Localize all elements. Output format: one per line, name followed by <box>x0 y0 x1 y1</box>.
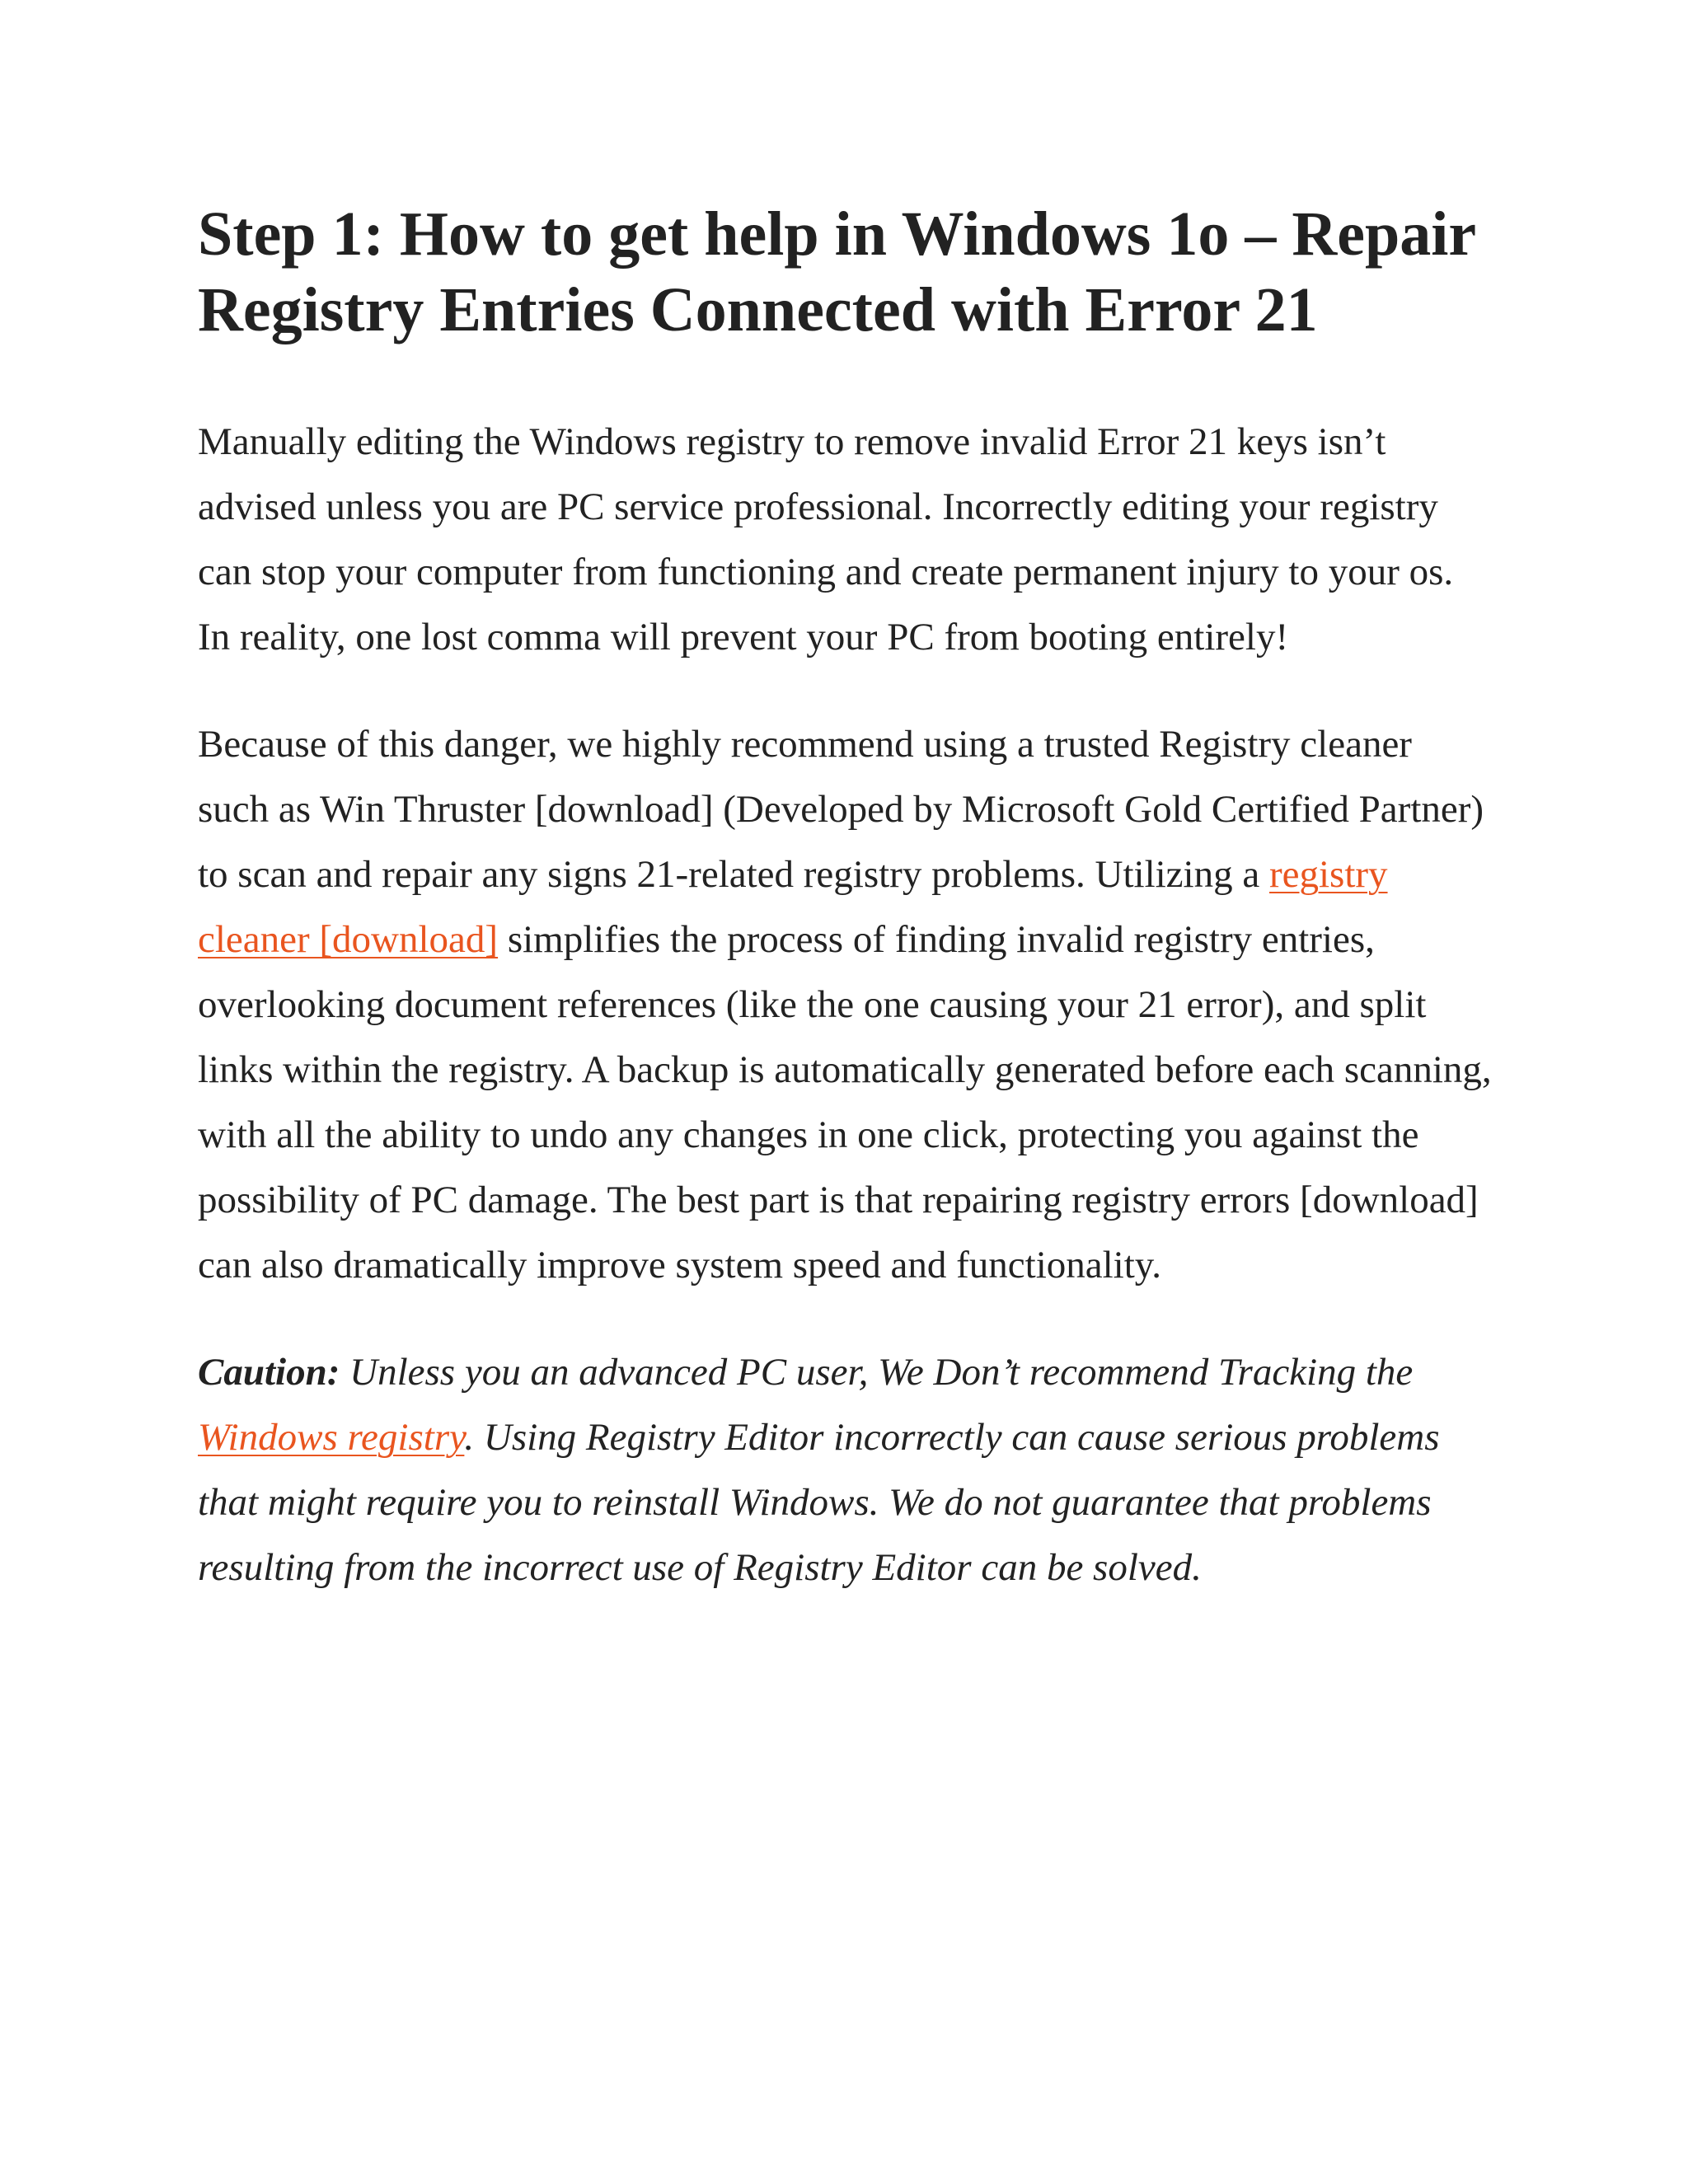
paragraph-registry-cleaner-text-after: simplifies the process of finding invalid registry entries, overlooking document references (like the one causing your 21 error), and split links within the registry. A backup is automatically generated before each scanning, with all the ability to undo any changes in one click, protecting you against the possibility of PC damage. The best part is that repairing registry errors [download] can also dramatically improve system speed and functionality. <box>198 918 1492 1286</box>
paragraph-registry-warning <box>198 410 1492 670</box>
paragraph-registry-warning-text: Manually editing the Windows registry to remove invalid Error 21 keys isn’t advised unless you are PC service professional. Incorrectly editing your registry can stop your computer from functioning and create permanent injury to your os. In reality, one lost comma will prevent your PC from booting entirely! <box>198 420 1454 658</box>
article-content <box>198 196 1492 1643</box>
registry-cleaner-download-link[interactable]: registry cleaner [download] <box>198 853 1388 961</box>
windows-registry-link[interactable]: Windows registry <box>198 1416 465 1459</box>
caution-text-before: Unless you an advanced PC user, We Don’t recommend Tracking the <box>340 1351 1414 1394</box>
caution-paragraph <box>198 1340 1492 1601</box>
page-title: Step 1: How to get help in Windows 1o – Repair Registry Entries Connected with Error 21 <box>198 199 1475 344</box>
caution-label: Caution: <box>198 1351 340 1394</box>
paragraph-registry-cleaner <box>198 712 1492 1298</box>
paragraph-registry-cleaner-text-before: Because of this danger, we highly recommend using a trusted Registry cleaner such as Win Thruster [download] (Developed by Microsoft Gold Certified Partner) to scan and repair any signs 21-related registry problems. Utilizing a <box>198 723 1484 896</box>
caution-text-after: . Using Registry Editor incorrectly can cause serious problems that might require you to reinstall Windows. We do not guarantee that problems resulting from the incorrect use of Registry Editor can be solved. <box>198 1416 1440 1589</box>
